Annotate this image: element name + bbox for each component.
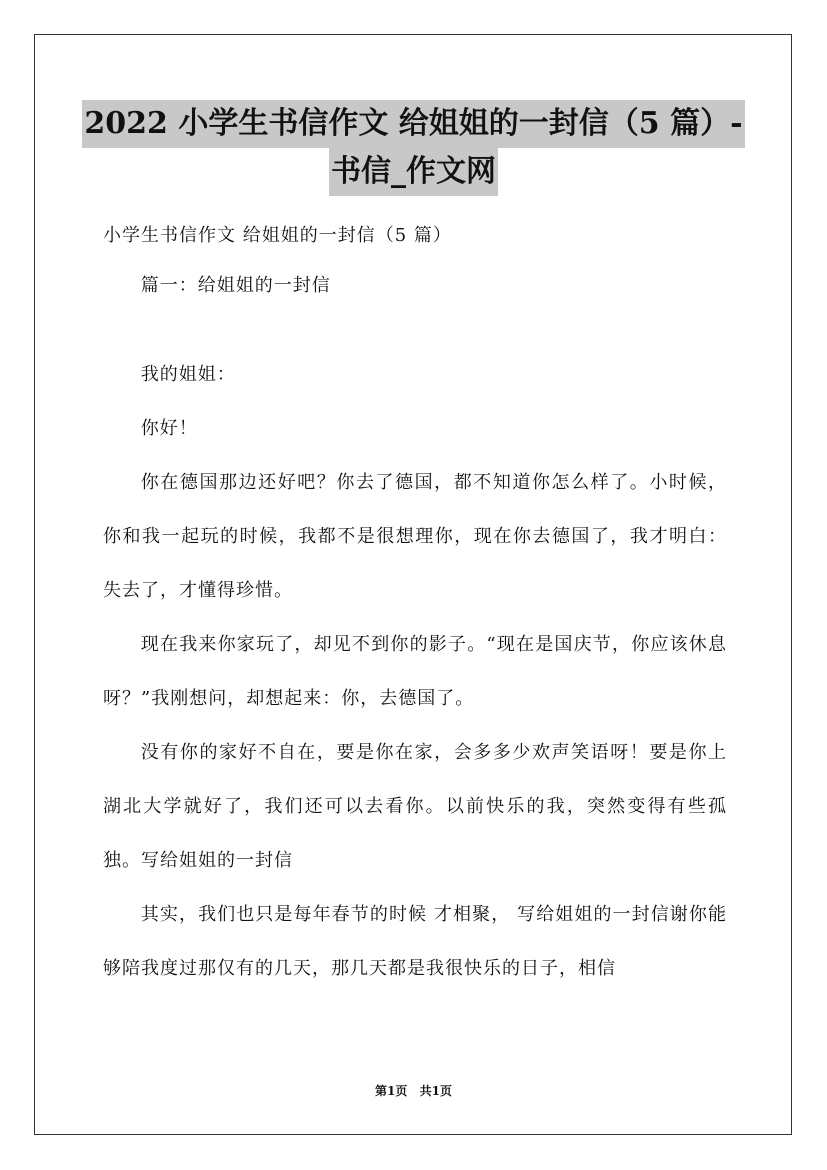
- page-number: 第1页: [375, 1084, 408, 1098]
- paragraph: 没有你的家好不自在，要是你在家，会多多少欢声笑语呀！要是你上湖北大学就好了，我们还可以去看你。以前快乐的我，突然变得有些孤独。写给姐姐的一封信: [103, 742, 727, 871]
- paragraph: 你在德国那边还好吧？你去了德国，都不知道你怎么样了。小时候，你和我一起玩的时候，我都不是很想理你，现在你去德国了，我才明白：失去了，才懂得珍惜。: [103, 472, 727, 601]
- paragraph: 其实，我们也只是每年春节的时候 才相聚， 写给姐姐的一封信谢你能够陪我度过那仅有的几天，那几天都是我很快乐的日子，相信: [103, 904, 727, 979]
- chapter-heading: 篇一：给姐姐的一封信: [140, 275, 331, 296]
- greeting: 你好！: [140, 418, 198, 439]
- document-body: [103, 218, 727, 996]
- page-total: 共1页: [419, 1084, 452, 1098]
- salutation: 我的姐姐：: [140, 364, 236, 385]
- title-line-2: 书信_作文网: [329, 148, 498, 196]
- subtitle: 小学生书信作文 给姐姐的一封信（5 篇）: [103, 225, 452, 246]
- page-footer: [0, 1082, 827, 1099]
- document-title: [60, 100, 767, 196]
- paragraph: 现在我来你家玩了，却见不到你的影子。“现在是国庆节，你应该休息呀？”我刚想问，却想起来：你，去德国了。: [103, 634, 727, 709]
- title-line-1: 2022 小学生书信作文 给姐姐的一封信（5 篇）-: [82, 100, 744, 148]
